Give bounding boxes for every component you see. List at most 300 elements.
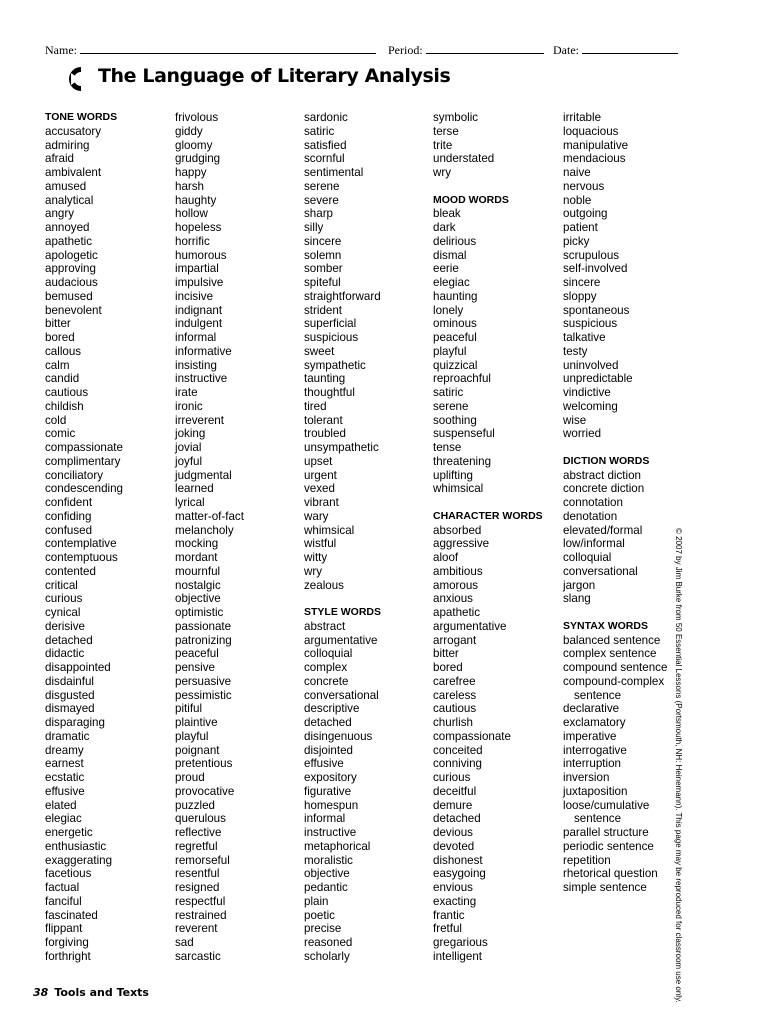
word-column-2 (175, 111, 303, 964)
word-entry: sharp (304, 207, 334, 221)
word-entry: horrific (175, 234, 210, 248)
word-entry: argumentative (433, 619, 507, 633)
word-entry: whimsical (304, 523, 355, 537)
word-entry: upset (304, 454, 333, 468)
word-entry: enthusiastic (45, 839, 107, 853)
word-entry: informal (175, 331, 217, 344)
word-entry: symbolic (433, 111, 479, 124)
word-entry: cautious (433, 702, 477, 716)
word-entry: dismayed (45, 702, 95, 716)
word-entry: afraid (45, 152, 75, 166)
word-entry: satisfied (304, 138, 347, 152)
word-entry: reflective (175, 826, 222, 839)
word-entry: indulgent (175, 317, 223, 331)
word-entry: superficial (304, 317, 357, 331)
word-entry: angry (45, 207, 75, 221)
section-heading: TONE WORDS (45, 111, 118, 123)
word-entry: welcoming (563, 399, 618, 413)
section-heading: MOOD WORDS (433, 193, 509, 206)
word-entry: happy (175, 166, 207, 179)
word-entry: conversational (563, 564, 638, 578)
word-entry: vindictive (563, 386, 611, 399)
word-entry: contented (45, 564, 96, 578)
word-entry: critical (45, 578, 78, 592)
word-entry: descriptive (304, 702, 360, 716)
word-entry: concrete diction (563, 482, 645, 496)
word-entry: mocking (175, 537, 219, 551)
word-entry: cynical (45, 606, 81, 619)
word-entry: joking (175, 427, 206, 441)
word-entry: persuasive (175, 674, 232, 688)
word-entry: inversion (563, 771, 610, 784)
word-entry: reasoned (304, 936, 353, 949)
word-entry: puzzled (175, 798, 215, 812)
word-entry: metaphorical (304, 839, 371, 853)
word-entry: restrained (175, 908, 227, 922)
word-entry: cold (45, 413, 67, 427)
word-entry: exclamatory (563, 716, 626, 729)
word-entry: calm (45, 358, 70, 372)
word-entry: reproachful (433, 372, 492, 386)
period-blank-line[interactable] (426, 42, 544, 54)
word-entry: parallel structure (563, 826, 649, 839)
word-entry: aggressive (433, 537, 490, 551)
word-entry: naive (563, 166, 591, 179)
word-entry: peaceful (433, 331, 477, 344)
word-entry: impulsive (175, 276, 224, 289)
word-entry: anxious (433, 592, 473, 606)
word-entry: low/informal (563, 537, 625, 551)
word-entry: eerie (433, 262, 459, 276)
word-entry: testy (563, 344, 588, 358)
word-entry: proud (175, 771, 205, 784)
word-entry: ecstatic (45, 771, 85, 784)
word-entry: effusive (45, 784, 85, 798)
word-entry: balanced sentence (563, 633, 661, 647)
word-entry: wise (563, 413, 587, 427)
word-entry: noble (563, 193, 592, 207)
word-entry: serene (304, 179, 340, 193)
word-entry: condescending (45, 482, 123, 496)
word-column-3 (304, 111, 432, 964)
word-entry: admiring (45, 138, 90, 152)
word-entry: elated (45, 798, 77, 812)
word-entry: humorous (175, 248, 227, 262)
word-entry: cautious (45, 386, 89, 399)
word-entry: dishonest (433, 853, 483, 867)
date-blank-line[interactable] (582, 42, 678, 54)
word-entry: soothing (433, 413, 477, 427)
word-entry: amorous (433, 578, 479, 592)
word-entry: silly (304, 221, 324, 234)
word-entry: apologetic (45, 248, 98, 262)
name-blank-line[interactable] (80, 42, 376, 54)
word-entry: curious (433, 771, 471, 784)
word-entry: didactic (45, 647, 85, 661)
word-entry: thoughtful (304, 386, 355, 399)
word-entry: grudging (175, 152, 221, 166)
word-entry: compassionate (45, 441, 123, 454)
word-entry: matter-of-fact (175, 509, 244, 523)
section-heading: SYNTAX WORDS (563, 619, 648, 632)
word-entry: suspicious (304, 331, 359, 344)
word-entry: devious (433, 826, 473, 839)
section-spacer (433, 180, 561, 194)
word-entry: spontaneous (563, 303, 630, 317)
section-heading: CHARACTER WORDS (433, 509, 543, 522)
word-entry: concrete (304, 674, 349, 688)
word-entry: uplifting (433, 468, 473, 482)
word-entry: churlish (433, 716, 473, 729)
word-entry: hopeless (175, 221, 222, 234)
page-footer (33, 986, 149, 999)
word-entry: carefree (433, 674, 476, 688)
word-entry: sentimental (304, 166, 364, 179)
word-entry: flippant (45, 922, 83, 936)
word-entry: learned (175, 482, 214, 496)
word-entry: loquacious (563, 124, 619, 138)
word-entry: intelligent (433, 949, 482, 963)
word-entry: forthright (45, 949, 91, 963)
word-entry: pensive (175, 661, 215, 674)
word-entry: aloof (433, 551, 459, 564)
word-entry: earnest (45, 757, 84, 771)
word-entry: wry (304, 564, 323, 578)
word-entry: mordant (175, 551, 218, 564)
word-entry: insisting (175, 358, 217, 372)
word-entry: troubled (304, 427, 346, 441)
word-entry: declarative (563, 702, 620, 716)
word-entry: contemplative (45, 537, 117, 551)
word-entry: bemused (45, 289, 93, 303)
word-entry: worried (563, 427, 602, 441)
word-entry: ironic (175, 399, 203, 413)
word-entry: querulous (175, 812, 226, 826)
word-entry: accusatory (45, 124, 102, 138)
word-entry: amused (45, 179, 87, 193)
word-entry: lonely (433, 303, 464, 317)
section-spacer (304, 592, 432, 606)
word-entry: mournful (175, 564, 221, 578)
word-entry: disingenuous (304, 729, 373, 743)
word-entry: bitter (433, 647, 459, 661)
word-entry: fascinated (45, 908, 98, 922)
word-entry: irate (175, 386, 198, 399)
word-entry: scrupulous (563, 248, 620, 262)
word-entry: figurative (304, 784, 352, 798)
word-entry: sardonic (304, 111, 348, 124)
word-entry: sympathetic (304, 358, 366, 372)
word-entry: elegiac (433, 276, 470, 289)
word-entry: benevolent (45, 303, 102, 317)
word-entry: dismal (433, 248, 467, 262)
word-entry: confident (45, 496, 93, 509)
section-title: Tools and Texts (54, 986, 149, 999)
word-entry: exaggerating (45, 853, 113, 867)
word-entry: straightforward (304, 289, 381, 303)
word-entry: loose/cumulative (563, 798, 650, 812)
word-entry: apathetic (433, 606, 481, 619)
word-entry: regretful (175, 839, 218, 853)
word-entry: confused (45, 523, 93, 537)
word-entry: haughty (175, 193, 217, 207)
word-entry: confiding (45, 509, 92, 523)
word-entry: sad (175, 936, 194, 949)
word-entry: objective (175, 592, 221, 606)
word-entry: sweet (304, 344, 335, 358)
word-entry: colloquial (304, 647, 353, 661)
word-entry: sentence (574, 688, 622, 702)
page-title: The Language of Literary Analysis (98, 65, 451, 87)
word-entry: envious (433, 881, 473, 894)
word-entry: informative (175, 344, 232, 358)
word-entry: serene (433, 399, 469, 413)
word-entry: haunting (433, 289, 478, 303)
word-entry: pitiful (175, 702, 203, 716)
word-entry: moralistic (304, 853, 353, 867)
word-entry: harsh (175, 179, 205, 193)
word-entry: satiric (304, 124, 335, 138)
period-label: Period: (388, 43, 423, 57)
word-entry: sincere (563, 276, 601, 289)
word-entry: careless (433, 688, 477, 702)
word-entry: forgiving (45, 936, 89, 949)
word-entry: deceitful (433, 784, 477, 798)
word-entry: scornful (304, 152, 345, 166)
date-label: Date: (553, 43, 579, 57)
word-entry: resigned (175, 881, 220, 894)
word-entry: solemn (304, 248, 342, 262)
word-entry: satiric (433, 386, 464, 399)
word-entry: scholarly (304, 949, 350, 963)
word-entry: comic (45, 427, 76, 441)
word-entry: interruption (563, 757, 622, 771)
word-entry: expository (304, 771, 357, 784)
word-column-5 (563, 111, 691, 895)
word-entry: judgmental (175, 468, 232, 482)
word-entry: wry (433, 166, 452, 179)
word-entry: analytical (45, 193, 94, 207)
word-entry: suspenseful (433, 427, 495, 441)
word-entry: talkative (563, 331, 606, 344)
word-entry: instructive (304, 826, 357, 839)
word-entry: homespun (304, 798, 359, 812)
word-entry: complex (304, 661, 348, 674)
word-entry: jovial (175, 441, 202, 454)
word-entry: plaintive (175, 716, 218, 729)
word-entry: exacting (433, 894, 477, 908)
section-spacer (563, 441, 691, 455)
word-entry: arrogant (433, 633, 477, 647)
word-entry: denotation (563, 509, 618, 523)
word-entry: bored (433, 661, 463, 674)
word-entry: absorbed (433, 523, 482, 537)
word-entry: abstract (304, 619, 346, 633)
word-entry: jargon (563, 578, 596, 592)
word-entry: somber (304, 262, 343, 276)
word-entry: pretentious (175, 757, 233, 771)
section-spacer (563, 606, 691, 620)
word-entry: conciliatory (45, 468, 103, 482)
word-entry: wistful (304, 537, 337, 551)
word-entry: disdainful (45, 674, 94, 688)
word-entry: frantic (433, 908, 465, 922)
name-label: Name: (45, 43, 77, 57)
word-entry: hollow (175, 207, 208, 221)
word-entry: colloquial (563, 551, 612, 564)
word-entry: patronizing (175, 633, 232, 647)
word-entry: simple sentence (563, 881, 647, 894)
word-entry: threatening (433, 454, 492, 468)
word-entry: devoted (433, 839, 475, 853)
word-entry: zealous (304, 578, 344, 592)
word-entry: dark (433, 221, 456, 234)
word-entry: passionate (175, 619, 232, 633)
word-entry: trite (433, 138, 453, 152)
word-entry: imperative (563, 729, 617, 743)
word-entry: nervous (563, 179, 605, 193)
word-entry: audacious (45, 276, 98, 289)
worksheet-header (45, 42, 685, 62)
word-entry: mendacious (563, 152, 626, 166)
word-entry: contemptuous (45, 551, 118, 564)
word-entry: spiteful (304, 276, 341, 289)
word-entry: vexed (304, 482, 335, 496)
word-entry: indignant (175, 303, 223, 317)
section-heading: STYLE WORDS (304, 606, 382, 618)
word-entry: argumentative (304, 633, 378, 647)
word-entry: curious (45, 592, 83, 606)
word-entry: detached (304, 716, 352, 729)
word-entry: ominous (433, 317, 477, 331)
word-entry: severe (304, 193, 339, 207)
word-entry: compassionate (433, 729, 511, 743)
word-entry: resentful (175, 867, 220, 881)
period-field[interactable] (388, 42, 544, 58)
word-entry: disappointed (45, 661, 111, 674)
word-entry: apathetic (45, 234, 93, 248)
word-entry: bleak (433, 207, 461, 221)
word-entry: frivolous (175, 111, 219, 124)
word-entry: slang (563, 592, 591, 606)
word-entry: complimentary (45, 454, 121, 468)
word-entry: instructive (175, 372, 228, 386)
word-entry: irritable (563, 111, 602, 124)
word-entry: wary (304, 509, 329, 523)
word-entry: pedantic (304, 881, 348, 894)
word-entry: playful (433, 344, 467, 358)
word-entry: poignant (175, 743, 220, 757)
word-entry: sincere (304, 234, 342, 248)
name-field[interactable] (45, 42, 376, 58)
word-entry: playful (175, 729, 209, 743)
word-entry: conceited (433, 743, 483, 757)
word-entry: provocative (175, 784, 235, 798)
word-entry: picky (563, 234, 590, 248)
word-entry: candid (45, 372, 80, 386)
word-column-4 (433, 111, 561, 964)
word-entry: terse (433, 124, 459, 138)
word-entry: demure (433, 798, 473, 812)
word-entry: sentence (574, 812, 622, 826)
word-entry: derisive (45, 619, 85, 633)
word-entry: bitter (45, 317, 71, 331)
word-entry: interrogative (563, 743, 627, 757)
word-entry: precise (304, 922, 342, 936)
word-entry: suspicious (563, 317, 618, 331)
word-entry: optimistic (175, 606, 224, 619)
word-entry: incisive (175, 289, 214, 303)
word-entry: lyrical (175, 496, 205, 509)
word-entry: approving (45, 262, 96, 276)
word-entry: dreamy (45, 743, 84, 757)
date-field[interactable] (553, 42, 678, 58)
word-entry: uninvolved (563, 358, 619, 372)
word-entry: witty (304, 551, 328, 564)
word-entry: detached (45, 633, 93, 647)
word-entry: unsympathetic (304, 441, 379, 454)
word-entry: melancholy (175, 523, 234, 537)
word-entry: childish (45, 399, 84, 413)
word-entry: disparaging (45, 716, 105, 729)
word-entry: compound-complex (563, 674, 665, 688)
word-entry: tense (433, 441, 462, 454)
word-entry: fretful (433, 922, 462, 936)
word-entry: abstract diction (563, 468, 641, 482)
word-entry: juxtaposition (563, 784, 628, 798)
word-entry: objective (304, 867, 350, 881)
word-entry: conniving (433, 757, 482, 771)
word-entry: irreverent (175, 413, 224, 427)
word-entry: disgusted (45, 688, 95, 702)
word-entry: fanciful (45, 894, 82, 908)
word-entry: poetic (304, 908, 335, 922)
word-entry: joyful (175, 454, 203, 468)
word-entry: sarcastic (175, 949, 221, 963)
word-entry: strident (304, 303, 343, 317)
word-entry: conversational (304, 688, 379, 702)
copyright-notice: © 2007 by Jim Burke from 50 Essential Lessons (Portsmouth, NH: Heinemann). This page may be reproduced for classroom use only. (674, 528, 683, 1003)
section-spacer (433, 496, 561, 510)
word-entry: outgoing (563, 207, 608, 221)
word-entry: tired (304, 399, 327, 413)
word-entry: dramatic (45, 729, 90, 743)
page-number: 38 (33, 986, 49, 999)
word-entry: connotation (563, 496, 623, 509)
word-entry: urgent (304, 468, 337, 482)
word-entry: facetious (45, 867, 92, 881)
word-entry: elegiac (45, 812, 82, 826)
word-entry: gregarious (433, 936, 488, 949)
word-entry: whimsical (433, 482, 484, 496)
word-entry: pessimistic (175, 688, 232, 702)
word-entry: energetic (45, 826, 93, 839)
word-entry: unpredictable (563, 372, 633, 386)
word-entry: ambivalent (45, 166, 102, 179)
word-entry: respectful (175, 894, 226, 908)
word-entry: impartial (175, 262, 219, 276)
word-entry: vibrant (304, 496, 339, 509)
word-entry: factual (45, 881, 80, 894)
word-entry: repetition (563, 853, 611, 867)
word-entry: nostalgic (175, 578, 221, 592)
word-entry: callous (45, 344, 82, 358)
section-heading: DICTION WORDS (563, 454, 650, 467)
word-entry: disjointed (304, 743, 353, 757)
word-entry: annoyed (45, 221, 90, 234)
word-entry: periodic sentence (563, 839, 654, 853)
word-entry: informal (304, 812, 346, 826)
